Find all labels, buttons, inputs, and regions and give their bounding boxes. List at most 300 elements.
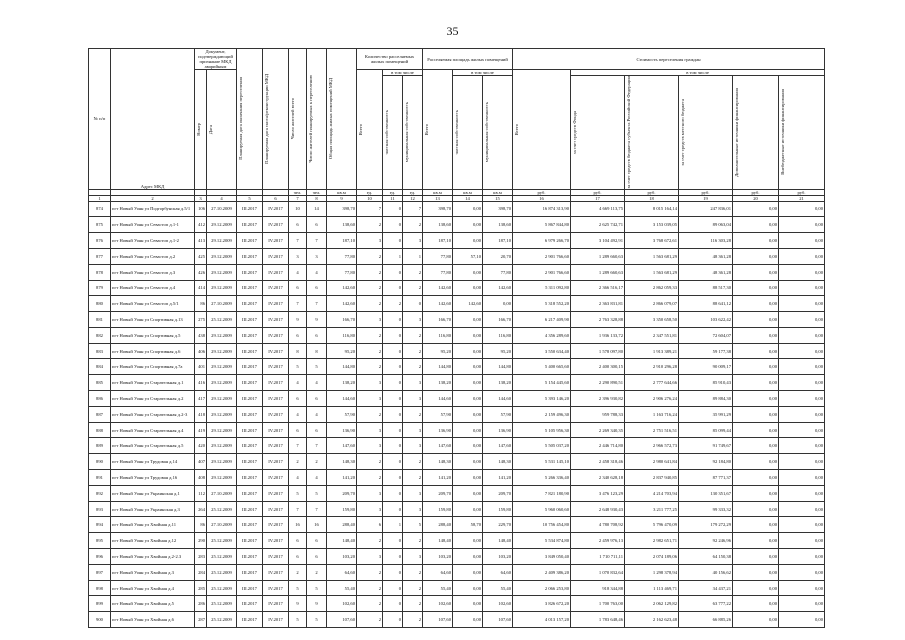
cell-c21: 0,00 <box>779 391 825 407</box>
cell-c14: 0,00 <box>453 201 483 217</box>
cell-num: 413 <box>195 233 207 249</box>
cell-c18: 2 866 079,07 <box>625 296 679 312</box>
cell-c8: 4 <box>307 470 327 486</box>
cell-no: 881 <box>89 312 111 328</box>
cost-extra2-header: Внебюджетные источники финансирования <box>779 76 825 190</box>
col-no-header: № п/п <box>89 49 111 190</box>
cell-c13: 107,60 <box>423 612 453 628</box>
column-index-cell: 2 <box>111 195 195 201</box>
cell-c8: 8 <box>307 343 327 359</box>
table-row <box>89 264 825 280</box>
cell-num: 112 <box>195 485 207 501</box>
cell-c17: 2 396 930,82 <box>571 391 625 407</box>
cell-p1: III.2017 <box>237 596 263 612</box>
cell-c15: 141,20 <box>483 470 513 486</box>
cell-c14: 0,00 <box>453 438 483 454</box>
column-index-cell: 20 <box>733 195 779 201</box>
cell-num: 406 <box>195 343 207 359</box>
page-number: 35 <box>446 24 459 38</box>
cell-c19: 40 156,62 <box>679 564 733 580</box>
cell-c18: 2 347 551,81 <box>625 327 679 343</box>
cell-c17: 2 363 831,81 <box>571 296 625 312</box>
cell-c11: 0 <box>383 533 403 549</box>
cell-c13: 57,90 <box>423 406 453 422</box>
cell-no: 896 <box>89 549 111 565</box>
table-row <box>89 438 825 454</box>
qty-private-header: частная собственность <box>383 76 403 190</box>
cell-c8: 6 <box>307 549 327 565</box>
cell-no: 876 <box>89 233 111 249</box>
cell-c17: 1 289 660,63 <box>571 264 625 280</box>
cell-date: 25.12.2009 <box>207 596 237 612</box>
cell-c16: 2 159 496,30 <box>513 406 571 422</box>
cell-c7: 7 <box>289 233 307 249</box>
cell-c9: 147,60 <box>327 438 357 454</box>
cell-c20: 0,00 <box>733 406 779 422</box>
cell-c9: 209,70 <box>327 485 357 501</box>
cell-c14: 0,00 <box>453 391 483 407</box>
unit-cell: руб. <box>625 189 679 195</box>
cell-c11: 0 <box>383 233 403 249</box>
cell-c20: 0,00 <box>733 485 779 501</box>
cell-p2: IV.2017 <box>263 485 289 501</box>
cell-num: 418 <box>195 406 207 422</box>
cell-c21: 0,00 <box>779 549 825 565</box>
unit-cell: ед. <box>403 189 423 195</box>
cell-c13: 116,80 <box>423 327 453 343</box>
cell-c15: 64,60 <box>483 564 513 580</box>
cell-p2: IV.2017 <box>263 343 289 359</box>
cell-c12: 3 <box>403 422 423 438</box>
cell-c10: 2 <box>357 470 383 486</box>
cell-c16: 5 393 146,20 <box>513 391 571 407</box>
cell-num: 283 <box>195 549 207 565</box>
cell-c21: 0,00 <box>779 517 825 533</box>
cell-c19: 66 885,26 <box>679 612 733 628</box>
cell-c8: 5 <box>307 580 327 596</box>
cell-c18: 2 074 189,06 <box>625 549 679 565</box>
cell-c16: 5 318 552,20 <box>513 296 571 312</box>
cell-c21: 0,00 <box>779 406 825 422</box>
cell-c20: 0,00 <box>733 470 779 486</box>
cell-c21: 0,00 <box>779 564 825 580</box>
unit-cell: чел. <box>289 189 307 195</box>
cell-c11: 0 <box>383 580 403 596</box>
cell-c21: 0,00 <box>779 501 825 517</box>
cost-fund-header: за счет средств Фонда <box>571 76 625 190</box>
cell-c7: 6 <box>289 549 307 565</box>
cell-c13: 103,20 <box>423 549 453 565</box>
cell-c7: 5 <box>289 359 307 375</box>
cell-date: 25.12.2009 <box>207 533 237 549</box>
cell-no: 892 <box>89 485 111 501</box>
table-row <box>89 454 825 470</box>
column-index-cell: 16 <box>513 195 571 201</box>
cell-c13: 398,70 <box>423 201 453 217</box>
table-row <box>89 201 825 217</box>
cell-c16: 2 409 386,20 <box>513 564 571 580</box>
cell-c13: 147,60 <box>423 438 453 454</box>
cell-c18: 4 214 703,94 <box>625 485 679 501</box>
cell-c18: 1 913 389,21 <box>625 343 679 359</box>
cell-no: 887 <box>89 406 111 422</box>
cell-c7: 4 <box>289 406 307 422</box>
cell-c8: 2 <box>307 454 327 470</box>
cell-no: 878 <box>89 264 111 280</box>
cell-c20: 0,00 <box>733 580 779 596</box>
cell-c14: 0,00 <box>453 533 483 549</box>
cell-c7: 4 <box>289 470 307 486</box>
cell-c20: 0,00 <box>733 612 779 628</box>
cost-region-header: за счет средств бюджета субъекта Российской Федерации <box>625 76 679 190</box>
cell-c18: 2 862 059,33 <box>625 280 679 296</box>
cell-c19: 116 303,28 <box>679 233 733 249</box>
cell-c11: 0 <box>383 280 403 296</box>
column-index-cell: 21 <box>779 195 825 201</box>
cell-c9: 55,40 <box>327 580 357 596</box>
cell-c10: 3 <box>357 549 383 565</box>
cell-c20: 0,00 <box>733 217 779 233</box>
cell-c11: 0 <box>383 217 403 233</box>
cell-addr: пгт Новый Уоян ул Старательная д.5 <box>111 438 195 454</box>
cell-c15: 55,40 <box>483 580 513 596</box>
cell-date: 29.12.2009 <box>207 391 237 407</box>
cell-num: 407 <box>195 454 207 470</box>
cell-date: 27.10.2009 <box>207 485 237 501</box>
cost-group-header: Стоимость переселения граждан <box>513 49 825 70</box>
cell-c8: 4 <box>307 375 327 391</box>
cell-c9: 144,60 <box>327 391 357 407</box>
cell-c19: 88 641,12 <box>679 296 733 312</box>
cell-no: 898 <box>89 580 111 596</box>
cell-c16: 4 013 157,20 <box>513 612 571 628</box>
cell-p2: IV.2017 <box>263 533 289 549</box>
cell-addr: пгт Новый Уоян ул Трудовая д.16 <box>111 470 195 486</box>
cell-c21: 0,00 <box>779 470 825 486</box>
cell-c8: 7 <box>307 501 327 517</box>
cell-c15: 116,80 <box>483 327 513 343</box>
cell-p2: IV.2017 <box>263 596 289 612</box>
cell-c20: 0,00 <box>733 359 779 375</box>
qty-total-header: Всего <box>357 70 383 190</box>
cell-no: 884 <box>89 359 111 375</box>
cell-c17: 3 104 492,91 <box>571 233 625 249</box>
cell-date: 25.12.2009 <box>207 564 237 580</box>
cell-c15: 148,30 <box>483 454 513 470</box>
cell-num: 290 <box>195 533 207 549</box>
cell-date: 29.12.2009 <box>207 343 237 359</box>
cell-c8: 6 <box>307 327 327 343</box>
column-index-cell: 7 <box>289 195 307 201</box>
cell-c10: 2 <box>357 406 383 422</box>
cell-c19: 63 777,22 <box>679 596 733 612</box>
cost-sub-header: в том числе <box>571 70 825 76</box>
cell-c16: 7 821 180,90 <box>513 485 571 501</box>
cell-c14: 0,00 <box>453 343 483 359</box>
unit-cell: кв.м <box>483 189 513 195</box>
cell-c21: 0,00 <box>779 296 825 312</box>
cell-c11: 0 <box>383 501 403 517</box>
cell-c13: 142,60 <box>423 296 453 312</box>
cell-p1: III.2017 <box>237 233 263 249</box>
cell-addr: пгт Новый Уоян ул Подгорбунская д.5/1 <box>111 201 195 217</box>
cell-c18: 1 113 469,71 <box>625 580 679 596</box>
cell-c15: 57,90 <box>483 406 513 422</box>
doc-date-header: Дата <box>207 70 237 190</box>
cell-c12: 3 <box>403 391 423 407</box>
column-index-cell: 1 <box>89 195 111 201</box>
cell-c7: 6 <box>289 280 307 296</box>
unit-cell: кв.м <box>423 189 453 195</box>
cell-c20: 0,00 <box>733 248 779 264</box>
cell-c17: 2 648 930,43 <box>571 501 625 517</box>
cell-p1: III.2017 <box>237 359 263 375</box>
cell-c17: 1 578 097,80 <box>571 343 625 359</box>
cell-c10: 3 <box>357 485 383 501</box>
cell-p1: III.2017 <box>237 406 263 422</box>
cell-c21: 0,00 <box>779 596 825 612</box>
cell-date: 29.12.2009 <box>207 422 237 438</box>
cell-c12: 2 <box>403 470 423 486</box>
cell-c15: 138,60 <box>483 217 513 233</box>
cell-date: 25.12.2009 <box>207 612 237 628</box>
cell-p2: IV.2017 <box>263 501 289 517</box>
cell-c16: 3 826 672,20 <box>513 596 571 612</box>
cell-no: 886 <box>89 391 111 407</box>
cell-p1: III.2017 <box>237 201 263 217</box>
cell-c16: 5 154 445,60 <box>513 375 571 391</box>
cell-c20: 0,00 <box>733 233 779 249</box>
cell-num: 416 <box>195 375 207 391</box>
cell-c7: 6 <box>289 327 307 343</box>
cell-c7: 4 <box>289 264 307 280</box>
cell-c18: 3 768 672,61 <box>625 233 679 249</box>
cell-num: 426 <box>195 264 207 280</box>
cell-c16: 6 979 266,70 <box>513 233 571 249</box>
cell-c17: 2 269 340,35 <box>571 422 625 438</box>
cell-c18: 1 163 716,24 <box>625 406 679 422</box>
cell-c7: 2 <box>289 564 307 580</box>
cell-c17: 3 476 123,29 <box>571 485 625 501</box>
cell-c13: 144,60 <box>423 391 453 407</box>
cell-c15: 95,20 <box>483 343 513 359</box>
cell-p2: IV.2017 <box>263 296 289 312</box>
cell-c18: 8 015 164,14 <box>625 201 679 217</box>
cell-p2: IV.2017 <box>263 612 289 628</box>
cell-p2: IV.2017 <box>263 280 289 296</box>
cell-num: 412 <box>195 217 207 233</box>
unit-cell: руб. <box>779 189 825 195</box>
cell-c15: 107,60 <box>483 612 513 628</box>
cell-c11: 0 <box>383 470 403 486</box>
cell-c10: 2 <box>357 217 383 233</box>
cell-c18: 3 350 658,50 <box>625 312 679 328</box>
cell-c11: 0 <box>383 264 403 280</box>
cell-addr: пгт Новый Уоян ул Старательная д.4 <box>111 422 195 438</box>
column-index-cell: 10 <box>357 195 383 201</box>
cell-p2: IV.2017 <box>263 217 289 233</box>
cell-c17: 1 700 763,00 <box>571 596 625 612</box>
cell-p1: III.2017 <box>237 501 263 517</box>
cell-c11: 0 <box>383 454 403 470</box>
cell-p2: IV.2017 <box>263 391 289 407</box>
cell-c7: 3 <box>289 248 307 264</box>
table-row <box>89 470 825 486</box>
cell-p2: IV.2017 <box>263 264 289 280</box>
table-row <box>89 406 825 422</box>
cell-date: 29.12.2009 <box>207 280 237 296</box>
cell-date: 27.10.2009 <box>207 201 237 217</box>
area-sub-header: в том числе <box>453 70 513 76</box>
cell-c12: 3 <box>403 485 423 501</box>
cell-c7: 6 <box>289 391 307 407</box>
cell-c15: 144,80 <box>483 359 513 375</box>
col-address-header: Адрес МКД <box>111 49 195 190</box>
cell-c17: 918 344,88 <box>571 580 625 596</box>
cell-c7: 5 <box>289 580 307 596</box>
table-row <box>89 359 825 375</box>
cell-c13: 288,40 <box>423 517 453 533</box>
cell-c16: 5 960 060,60 <box>513 501 571 517</box>
cell-c9: 142,60 <box>327 280 357 296</box>
cell-num: 425 <box>195 248 207 264</box>
cell-c15: 0,00 <box>483 296 513 312</box>
cell-c14: 0,00 <box>453 485 483 501</box>
column-index-cell: 12 <box>403 195 423 201</box>
cell-c20: 0,00 <box>733 264 779 280</box>
cell-c18: 5 796 470,09 <box>625 517 679 533</box>
cell-c10: 7 <box>357 201 383 217</box>
cell-c13: 136,90 <box>423 422 453 438</box>
table-row <box>89 312 825 328</box>
cell-date: 29.12.2009 <box>207 248 237 264</box>
cell-p1: III.2017 <box>237 217 263 233</box>
cell-c12: 2 <box>403 343 423 359</box>
cell-c10: 6 <box>357 517 383 533</box>
cell-no: 883 <box>89 343 111 359</box>
cell-c7: 8 <box>289 343 307 359</box>
cell-c10: 2 <box>357 264 383 280</box>
table-body <box>89 201 825 628</box>
cell-c13: 77,80 <box>423 264 453 280</box>
cell-num: 106 <box>195 201 207 217</box>
cell-c20: 0,00 <box>733 327 779 343</box>
cell-c14: 0,00 <box>453 233 483 249</box>
cell-c20: 0,00 <box>733 391 779 407</box>
cell-c14: 0,00 <box>453 280 483 296</box>
cell-p2: IV.2017 <box>263 422 289 438</box>
cell-c12: 2 <box>403 217 423 233</box>
cell-p1: III.2017 <box>237 264 263 280</box>
cell-c19: 59 177,38 <box>679 343 733 359</box>
cell-c12: 0 <box>403 296 423 312</box>
cell-c12: 3 <box>403 438 423 454</box>
cell-c20: 0,00 <box>733 312 779 328</box>
cell-c12: 2 <box>403 359 423 375</box>
cell-c21: 0,00 <box>779 233 825 249</box>
cell-c12: 7 <box>403 201 423 217</box>
cell-c11: 0 <box>383 343 403 359</box>
cell-c18: 1 563 681,29 <box>625 264 679 280</box>
cell-c11: 0 <box>383 422 403 438</box>
column-index-cell: 18 <box>625 195 679 201</box>
cell-c20: 0,00 <box>733 517 779 533</box>
cell-c12: 3 <box>403 312 423 328</box>
cell-c17: 2 446 714,80 <box>571 438 625 454</box>
cell-date: 29.12.2009 <box>207 454 237 470</box>
cell-date: 29.12.2009 <box>207 375 237 391</box>
table-row <box>89 501 825 517</box>
cell-c9: 141,20 <box>327 470 357 486</box>
cell-c16: 5 266 336,40 <box>513 470 571 486</box>
table-row <box>89 564 825 580</box>
column-index-cell: 3 <box>195 195 207 201</box>
cell-c9: 116,80 <box>327 327 357 343</box>
cell-c13: 209,70 <box>423 485 453 501</box>
cell-c11: 0 <box>383 406 403 422</box>
cell-c8: 6 <box>307 422 327 438</box>
cost-local-header: за счет средств местного бюджета <box>679 76 733 190</box>
column-index-cell: 14 <box>453 195 483 201</box>
table-row <box>89 596 825 612</box>
cell-c18: 2 906 276,24 <box>625 391 679 407</box>
cell-date: 29.12.2009 <box>207 438 237 454</box>
cell-c12: 2 <box>403 280 423 296</box>
cell-c19: 88 517,30 <box>679 280 733 296</box>
cell-c8: 16 <box>307 517 327 533</box>
cell-c12: 3 <box>403 375 423 391</box>
cell-c7: 2 <box>289 454 307 470</box>
cell-c13: 144,80 <box>423 359 453 375</box>
cell-p2: IV.2017 <box>263 312 289 328</box>
cell-p2: IV.2017 <box>263 375 289 391</box>
cell-p1: III.2017 <box>237 280 263 296</box>
cell-c21: 0,00 <box>779 580 825 596</box>
cell-p1: III.2017 <box>237 296 263 312</box>
cell-no: 897 <box>89 564 111 580</box>
cell-p2: IV.2017 <box>263 438 289 454</box>
cell-c9: 159,80 <box>327 501 357 517</box>
cell-c7: 10 <box>289 201 307 217</box>
table-row <box>89 217 825 233</box>
cell-c7: 7 <box>289 438 307 454</box>
cell-c17: 2 625 742,71 <box>571 217 625 233</box>
cell-c7: 7 <box>289 501 307 517</box>
table-row <box>89 533 825 549</box>
cell-no: 889 <box>89 438 111 454</box>
cell-p2: IV.2017 <box>263 517 289 533</box>
cell-addr: пгт Новый Уоян ул Старательная д.2 <box>111 391 195 407</box>
cell-addr: пгт Новый Уоян ул Хвойная д.5 <box>111 596 195 612</box>
cell-c14: 0,00 <box>453 375 483 391</box>
cell-date: 29.12.2009 <box>207 233 237 249</box>
cell-c16: 5 534 874,80 <box>513 533 571 549</box>
cell-c17: 2 340 628,18 <box>571 470 625 486</box>
cell-c8: 6 <box>307 533 327 549</box>
cell-c14: 0,00 <box>453 422 483 438</box>
cell-c9: 138,60 <box>327 217 357 233</box>
column-index-cell: 6 <box>263 195 289 201</box>
cell-c14: 0,00 <box>453 549 483 565</box>
cell-num: 284 <box>195 564 207 580</box>
cell-c18: 2 910 296,28 <box>625 359 679 375</box>
cell-c10: 2 <box>357 612 383 628</box>
unit-cell: руб. <box>513 189 571 195</box>
cell-c12: 1 <box>403 248 423 264</box>
cost-extra-header: Дополнительные источники финансирования <box>733 76 779 190</box>
cell-num: 414 <box>195 280 207 296</box>
column-index-cell: 8 <box>307 195 327 201</box>
